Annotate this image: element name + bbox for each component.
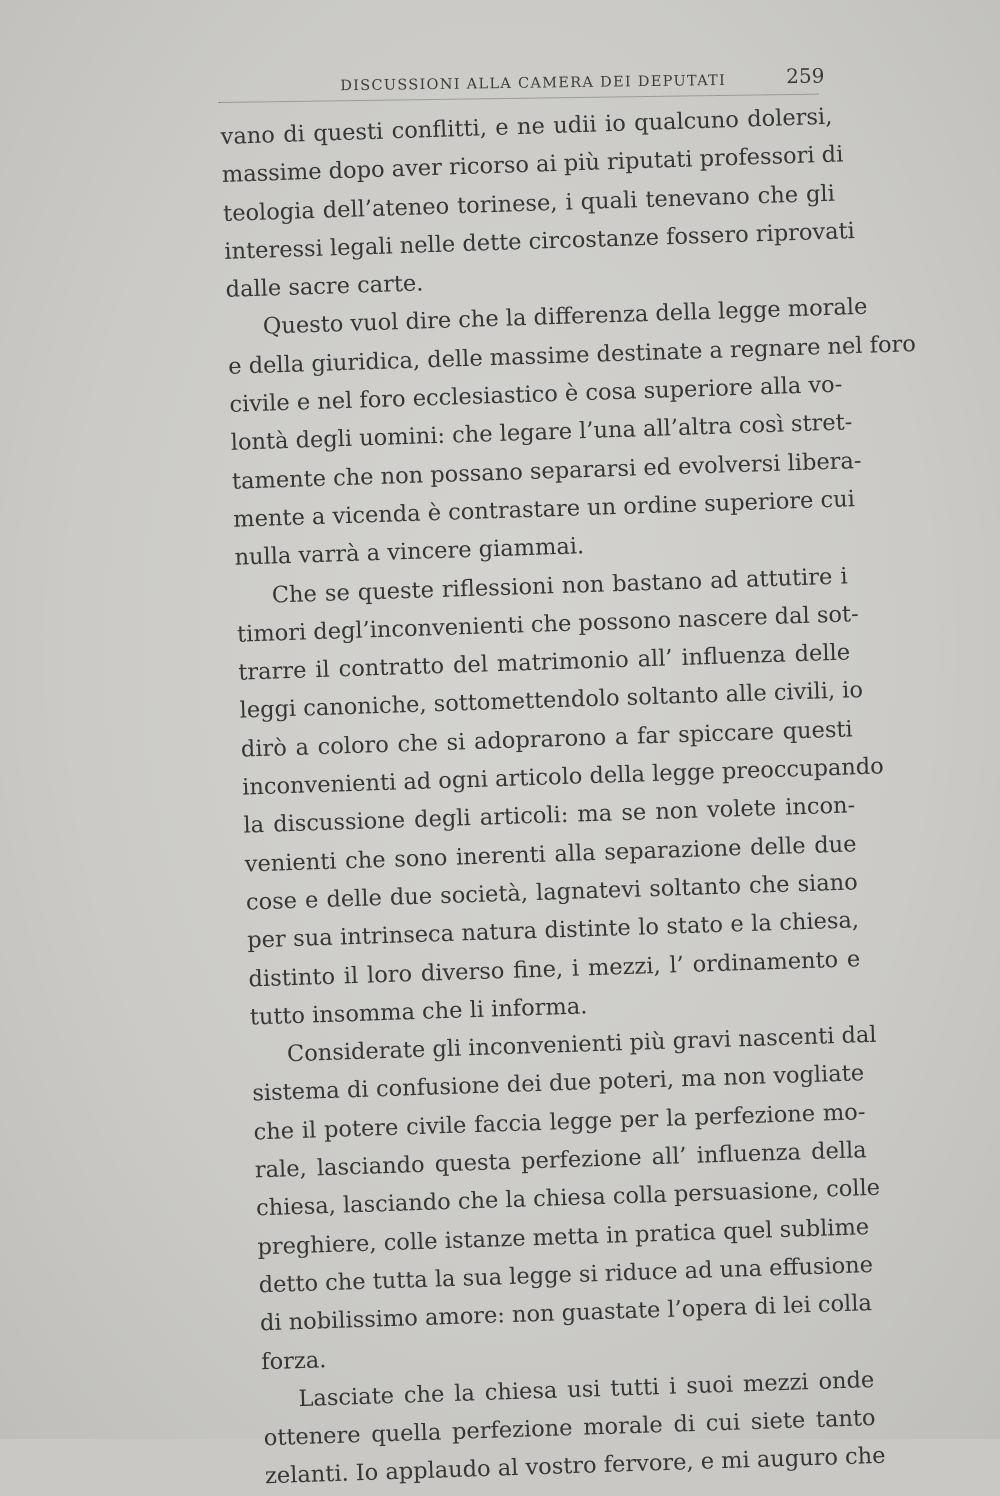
text-line: chiesa, lasciando che la chiesa colla persuasione, colle <box>255 1175 881 1222</box>
running-title: DISCUSSIONI ALLA CAMERA DEI DEPUTATI <box>340 72 727 95</box>
text-line: nulla varrà a vincere giammai. <box>234 533 585 572</box>
text-line: che il potere civile faccia legge per la perfezione mo- <box>253 1098 866 1146</box>
text-line: timori degl’inconvenienti che possono nascere dal sot- <box>236 600 859 648</box>
text-line: detto che tutta la sua legge si riduce ad una effusione <box>258 1251 874 1299</box>
text-line: teologia dell’ateneo torinese, i quali tenevano che gli <box>222 180 836 227</box>
text-line: dalle sacre carte. <box>225 270 424 304</box>
text-line: la discussione degli articoli: ma se non volete incon- <box>243 792 856 839</box>
body-text <box>220 98 917 1496</box>
text-line: trarre il contratto del matrimonio all’ influenza delle <box>237 639 851 686</box>
text-line: distinto il loro diverso fine, i mezzi, l’ ordinamento e <box>248 945 861 993</box>
text-line: tutto insomma che li informa. <box>249 993 588 1031</box>
text-line: per sua intrinseca natura distinte lo stato e la chiesa, <box>246 907 860 954</box>
text-line: lontà degli uomini: che legare l’una all’altra così stret- <box>230 409 853 457</box>
text-line: vano di questi conflitti, e ne udii io qualcuno dolersi, <box>220 103 833 150</box>
text-line: interessi legali nelle dette circostanze fossero riprovati <box>224 217 856 265</box>
text-line: forza. <box>260 1346 327 1375</box>
text-line: zelanti. Io applaudo al vostro fervore, e mi auguro che <box>264 1443 886 1490</box>
text-line: ottenere quella perfezione morale di cui siete tanto <box>263 1405 876 1452</box>
text-line: Che se queste riflessioni non bastano ad attutire i <box>271 563 848 609</box>
text-line: sistema di confusione dei due poteri, ma non vogliate <box>251 1060 865 1107</box>
text-line: leggi canoniche, sottomettendolo soltanto alle civili, io <box>239 677 864 725</box>
text-line: massime dopo aver ricorso ai più riputati professori di <box>221 141 844 189</box>
text-line: preghiere, colle istanze metta in pratica quel sublime <box>257 1213 870 1260</box>
text-line: venienti che sono inerenti alla separazione delle due <box>244 830 857 878</box>
text-line: e della giuridica, delle massime destinate a regnare nel foro <box>227 330 917 380</box>
text-line: di nobilissimo amore: non guastate l’opera di lei colla <box>259 1290 873 1337</box>
text-line: dirò a coloro che si adoprarono a far spiccare questi <box>240 716 854 763</box>
text-line: cose e delle due società, lagnatevi soltanto che siano <box>245 869 859 916</box>
text-line: tamente che non possano separarsi ed evolversi libera- <box>231 447 862 495</box>
page-number: 259 <box>786 63 825 89</box>
text-line: inconvenienti ad ogni articolo della legge preoccupando <box>241 753 885 801</box>
text-line: Considerate gli inconvenienti più gravi nascenti dal <box>286 1021 877 1068</box>
text-line: rale, lasciando questa perfezione all’ influenza della <box>254 1137 868 1184</box>
text-line: Questo vuol dire che la differenza della legge morale <box>262 294 868 341</box>
text-line: mente a vicenda è contrastare un ordine superiore cui <box>232 486 856 533</box>
text-line: Lasciate che la chiesa usi tutti i suoi mezzi onde <box>298 1366 875 1412</box>
text-line: civile e nel foro ecclesiastico è cosa superiore alla vo- <box>229 371 843 418</box>
